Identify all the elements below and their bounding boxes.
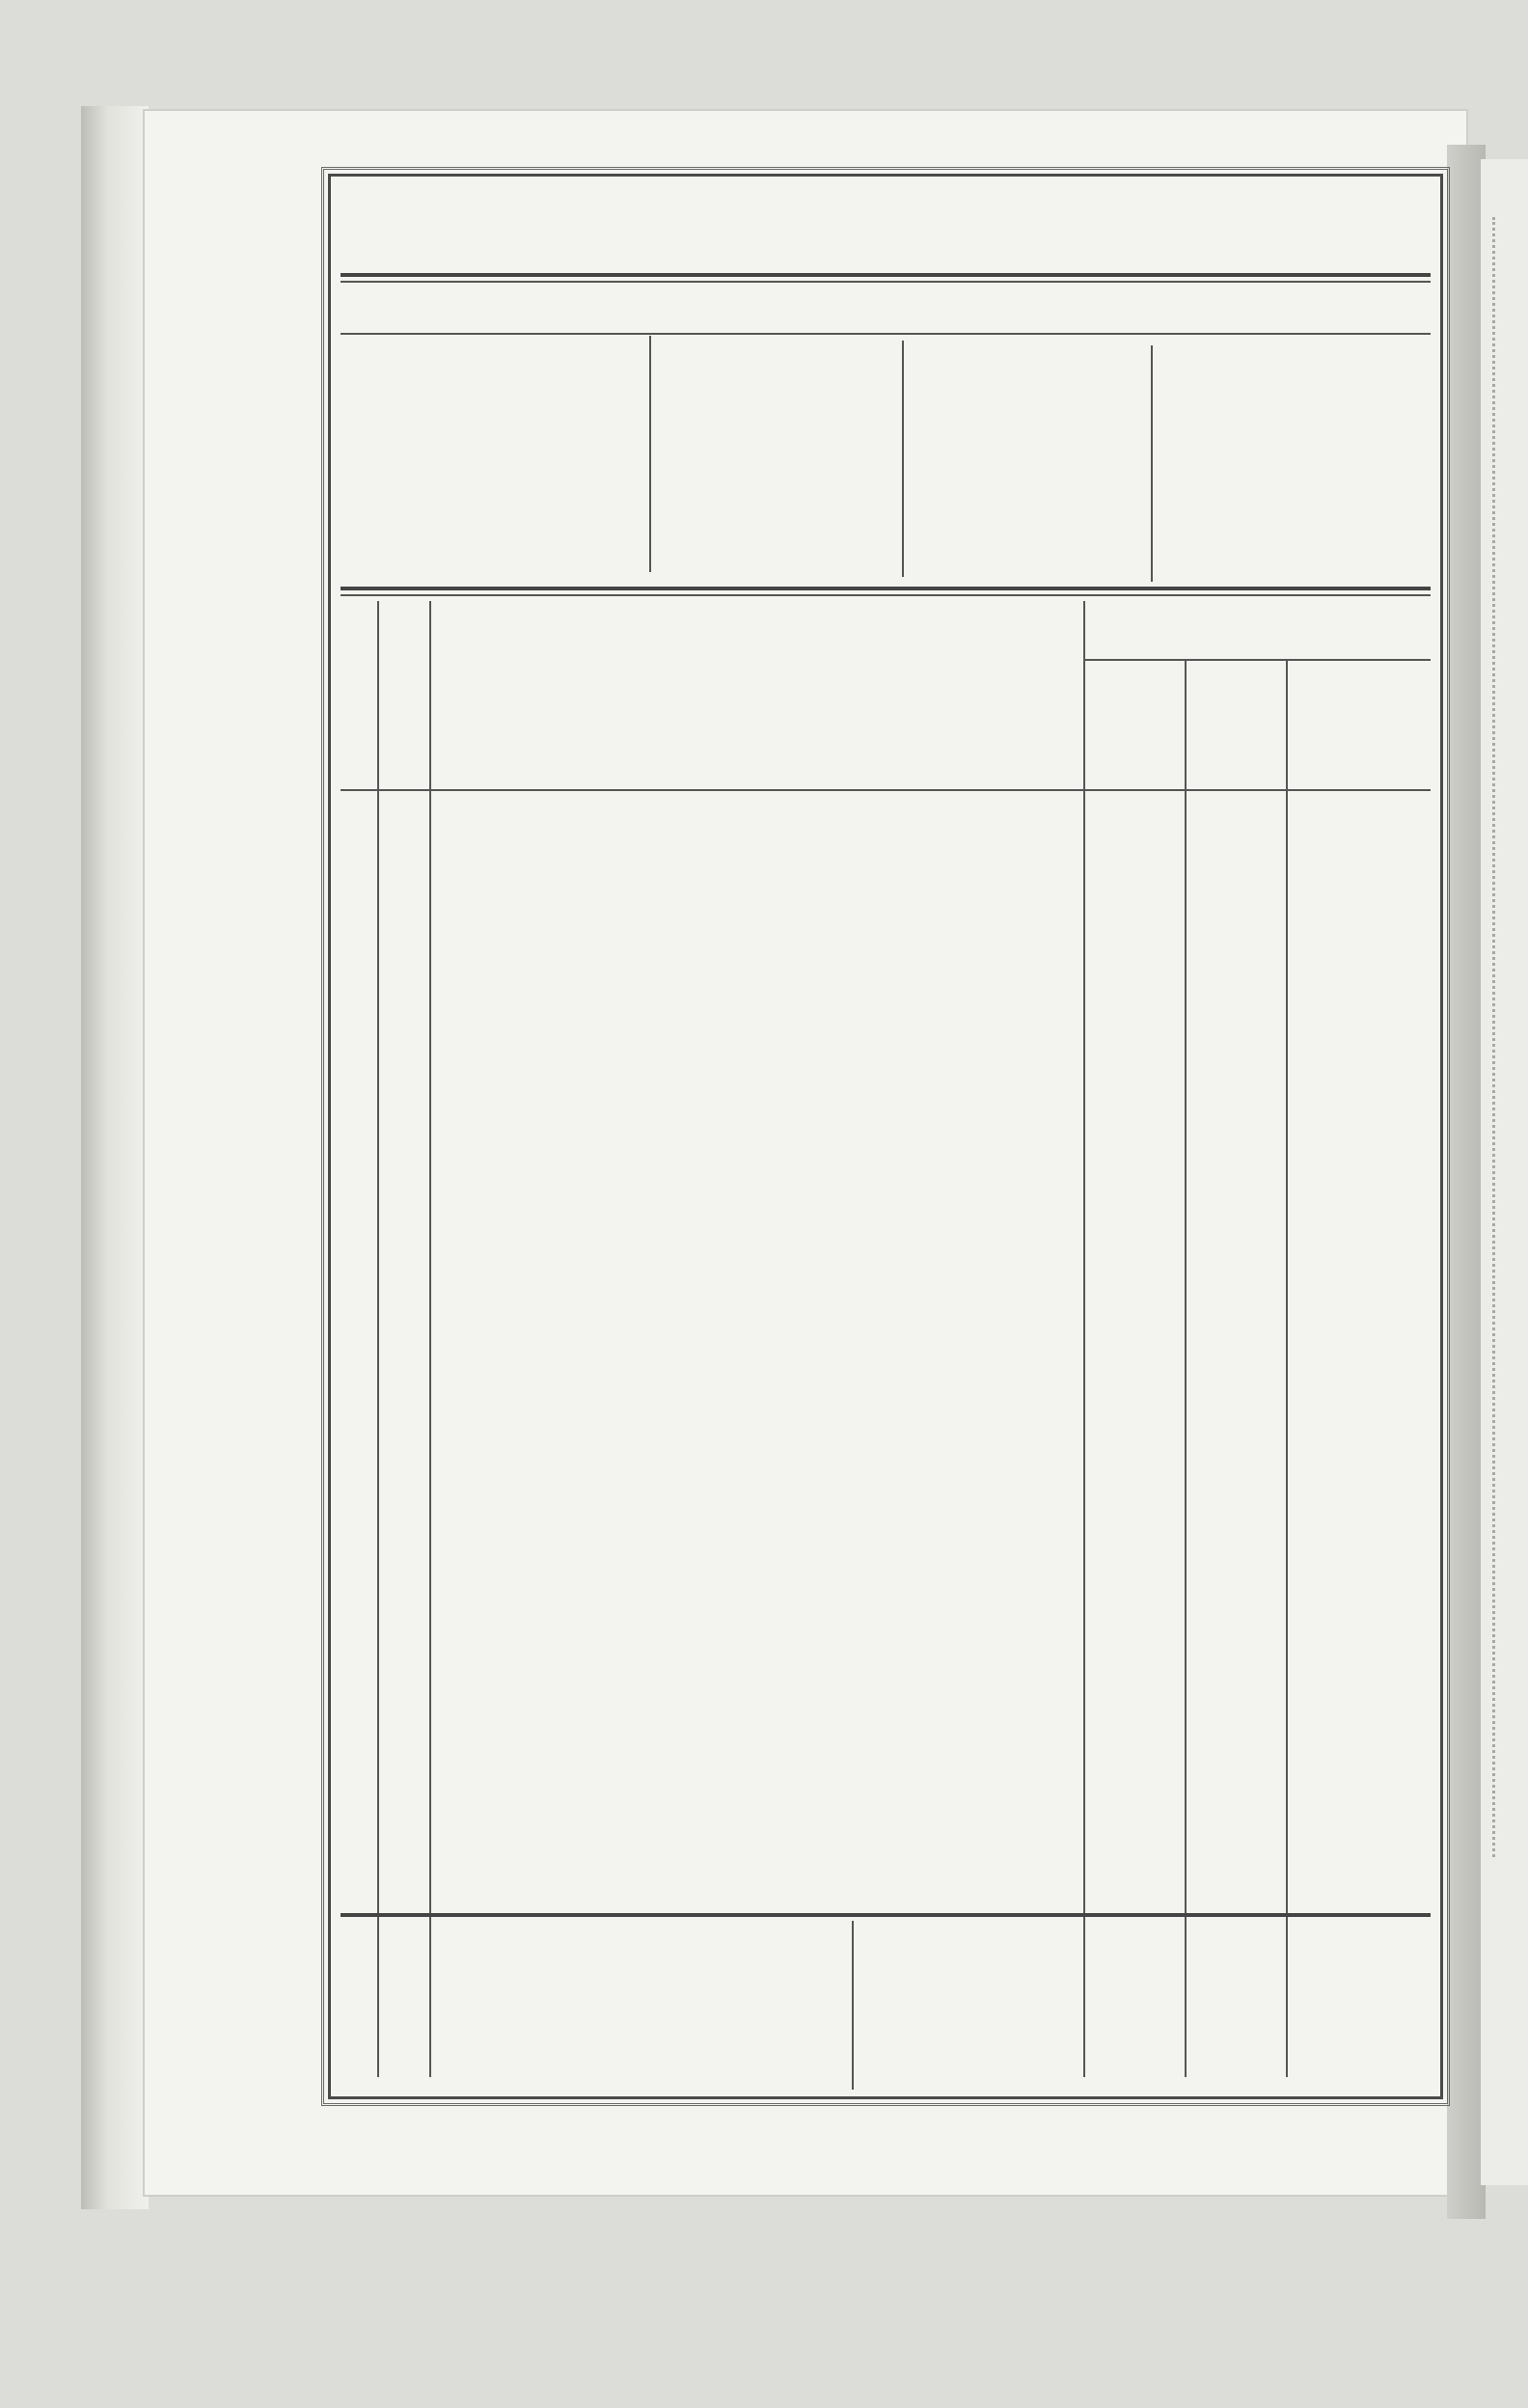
book-edge [81,106,149,2209]
stjohn-rule [1083,659,1431,661]
phase-divider-1 [649,336,651,572]
footer-divider [852,1921,854,2090]
phase-divider-2 [902,341,904,577]
col-divider-rise [1185,659,1187,2077]
col-divider-set [1286,659,1288,2077]
col-divider-dw [377,601,379,2077]
col-divider-events [1083,601,1085,2077]
facing-page-rule [1492,217,1499,1857]
header-rule-2 [341,281,1431,283]
col-divider-dm [429,601,431,2077]
calendar-frame [328,174,1443,2099]
facing-page-edge [1481,159,1528,2185]
gutter-shadow [1447,145,1486,2219]
phase-divider-3 [1151,345,1153,582]
moon-rule [341,333,1431,335]
header-rule [341,273,1431,277]
phases-rule-2 [341,594,1431,596]
phases-rule [341,587,1431,590]
footer-rule [341,1913,1431,1917]
table-head-rule [341,789,1431,791]
